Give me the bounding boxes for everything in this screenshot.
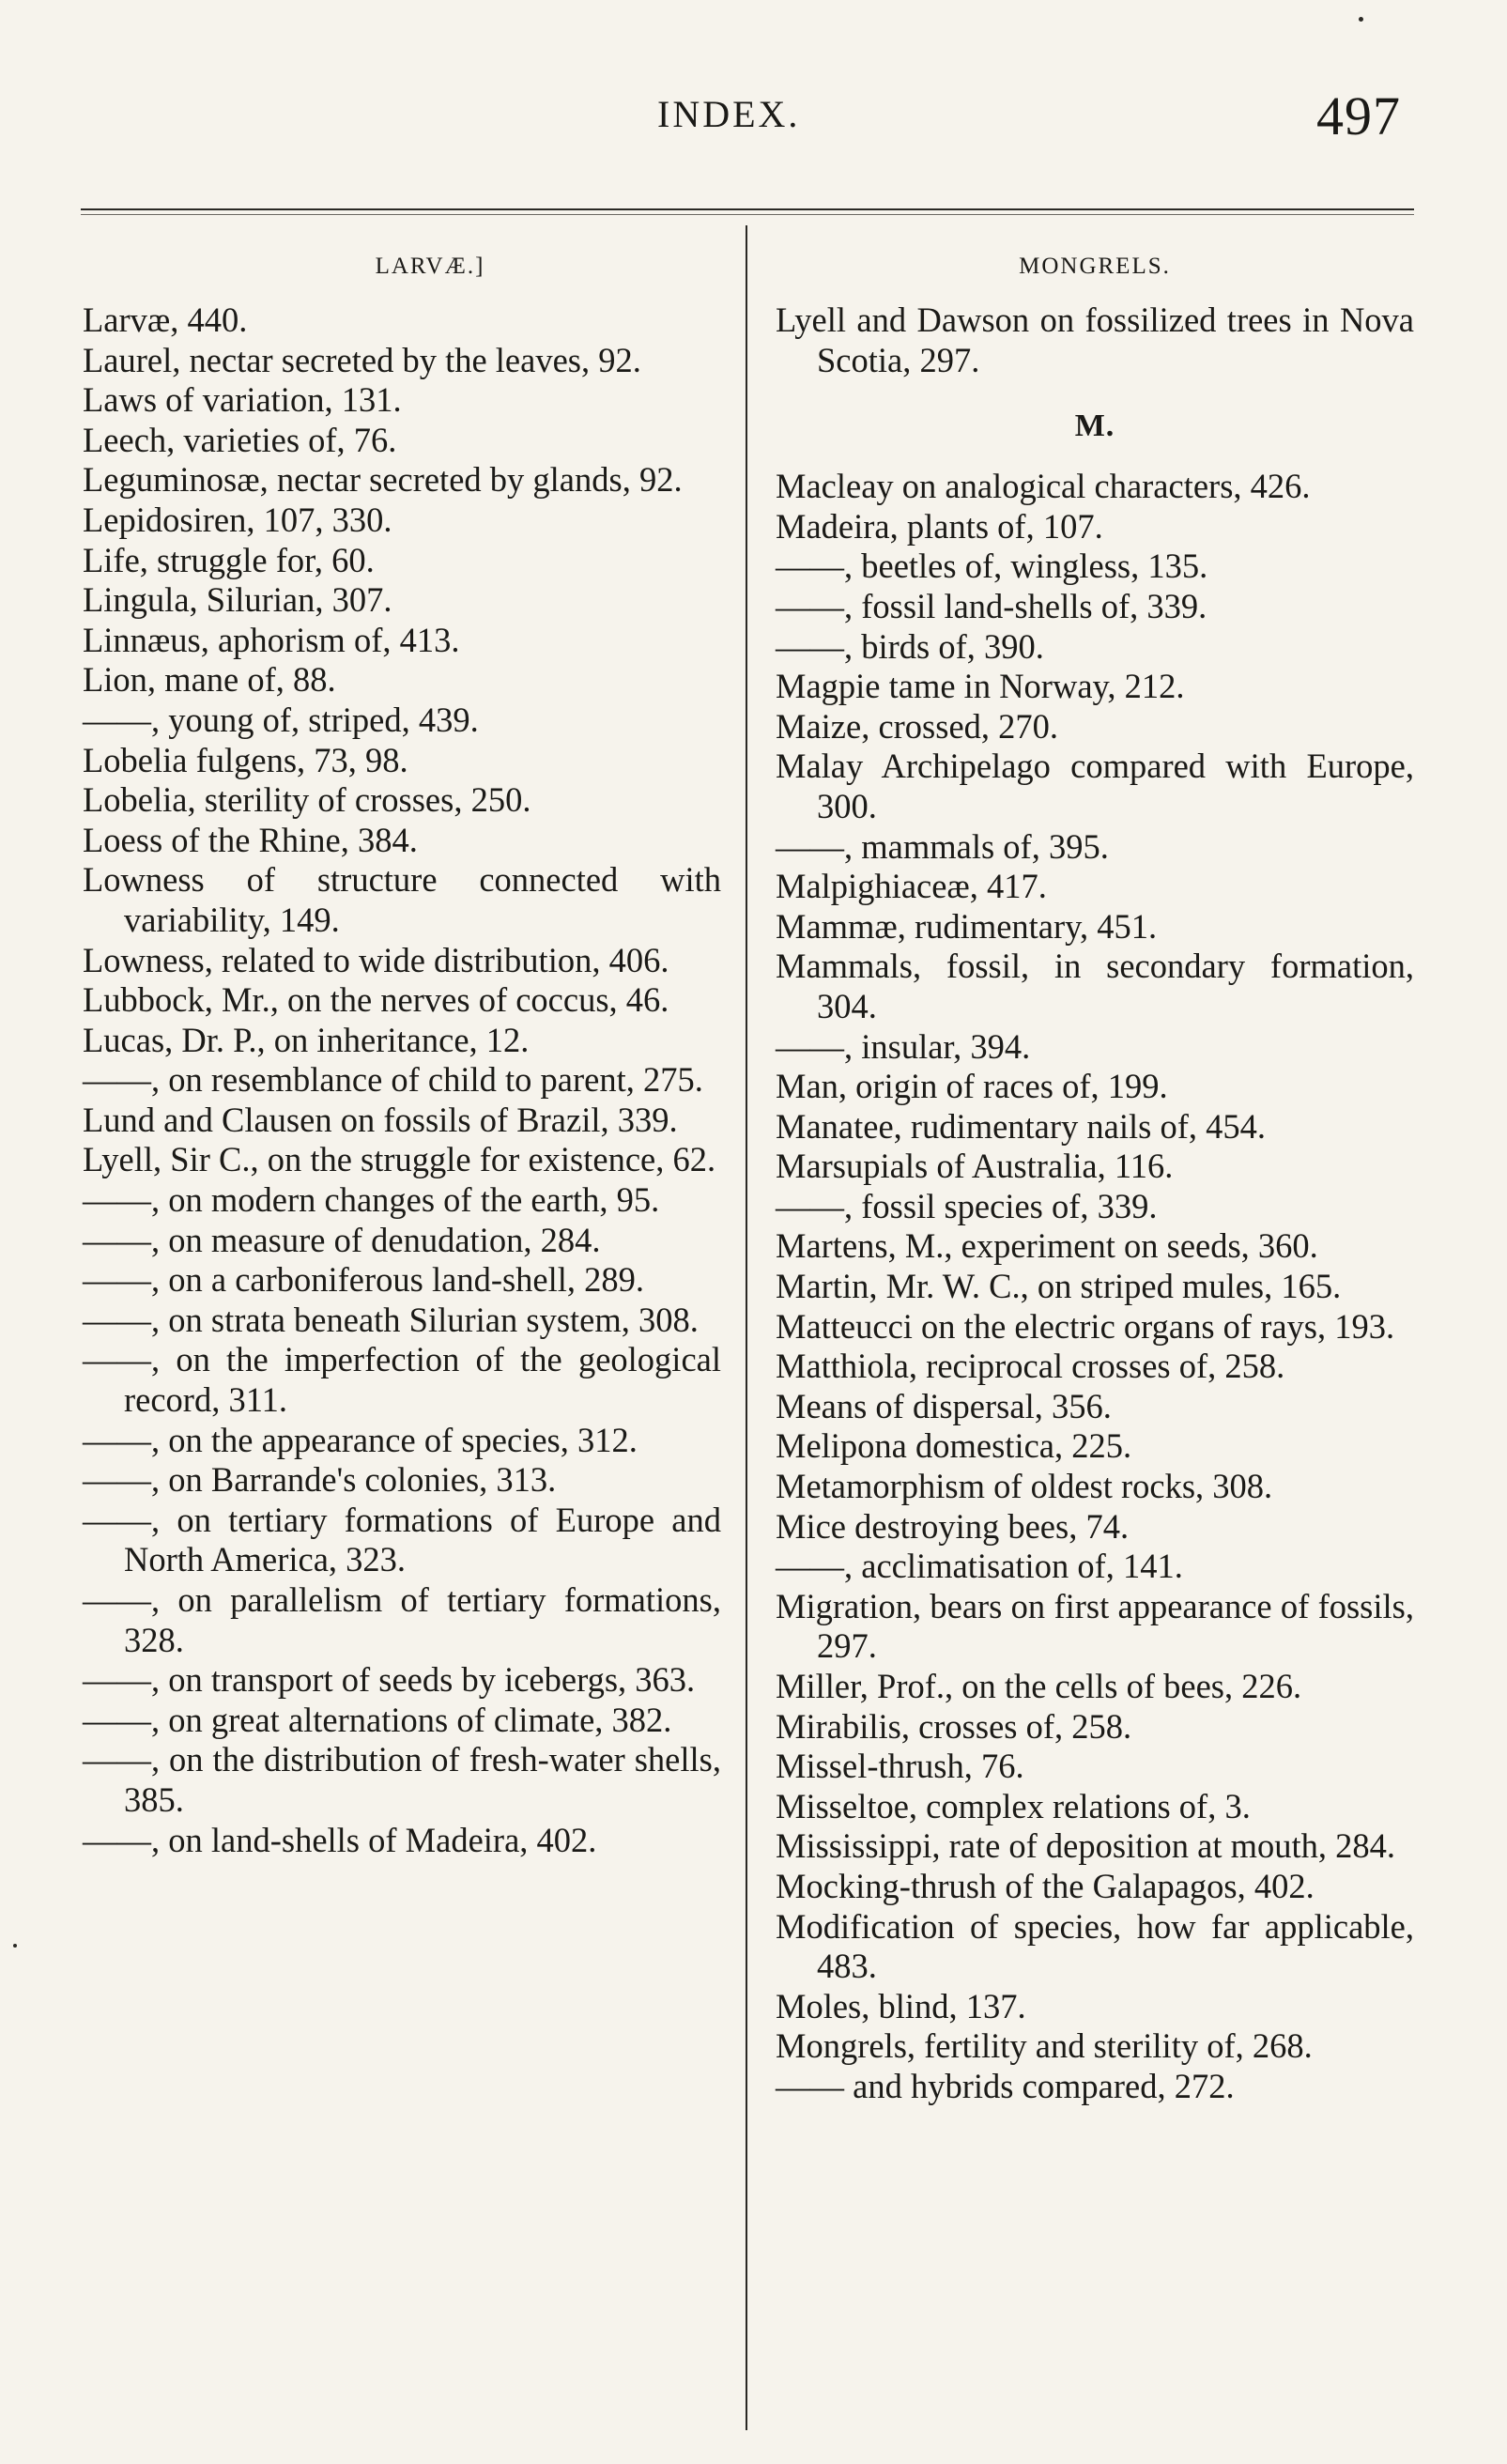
index-entry: Lepidosiren, 107, 330. xyxy=(83,500,392,539)
index-entry: Lyell, Sir C., on the struggle for existence, 62. xyxy=(83,1140,716,1179)
index-entry: ——, on strata beneath Silurian system, 308. xyxy=(83,1300,699,1339)
index-entry: ——, fossil land-shells of, 339. xyxy=(776,586,1207,625)
index-entry: ——, on resemblance of child to parent, 275. xyxy=(83,1060,703,1100)
header-rule xyxy=(81,208,1414,210)
index-entry: Loess of the Rhine, 384. xyxy=(83,820,418,859)
index-entry: Marsupials of Australia, 116. xyxy=(776,1147,1174,1186)
index-entry: ——, on modern changes of the earth, 95. xyxy=(83,1180,660,1220)
left-column xyxy=(83,233,721,1860)
right-column xyxy=(776,233,1414,2107)
index-entry: Lion, mane of, 88. xyxy=(83,660,336,700)
index-entry: ——, on tertiary formations of Europe and North America, 323. xyxy=(83,1500,721,1579)
right-index-entries-before-section xyxy=(776,300,1414,380)
left-index-entries xyxy=(83,300,721,1860)
index-entry: Leguminosæ, nectar secreted by glands, 92. xyxy=(83,460,683,500)
index-entry: Manatee, rudimentary nails of, 454. xyxy=(776,1106,1266,1146)
index-entry: Martens, M., experiment on seeds, 360. xyxy=(776,1226,1318,1266)
index-entry: Means of dispersal, 356. xyxy=(776,1386,1112,1425)
index-entry: Malay Archipelago compared with Europe, 300. xyxy=(776,747,1414,825)
page-number: 497 xyxy=(1316,85,1401,146)
index-entry: ——, acclimatisation of, 141. xyxy=(776,1547,1183,1586)
index-entry: ——, on the distribution of fresh-water shells, 385. xyxy=(83,1740,721,1819)
index-entry: Modification of species, how far applicable, 483. xyxy=(776,1906,1414,1986)
index-entry: Malpighiaceæ, 417. xyxy=(776,867,1047,906)
index-entry: Lund and Clausen on fossils of Brazil, 339. xyxy=(83,1100,678,1139)
index-entry: Misseltoe, complex relations of, 3. xyxy=(776,1786,1251,1825)
index-entry: Moles, blind, 137. xyxy=(776,1986,1026,2025)
index-entry: Melipona domestica, 225. xyxy=(776,1426,1132,1466)
index-entry: Mammals, fossil, in secondary formation, 304. xyxy=(776,947,1414,1025)
index-entry: Maize, crossed, 270. xyxy=(776,706,1059,746)
index-entry: Martin, Mr. W. C., on striped mules, 165. xyxy=(776,1267,1342,1306)
index-entry: Lowness, related to wide distribution, 406. xyxy=(83,940,669,979)
index-entry: Laws of variation, 131. xyxy=(83,380,402,420)
index-entry: Matteucci on the electric organs of rays, 193. xyxy=(776,1306,1395,1346)
index-entry: Magpie tame in Norway, 212. xyxy=(776,667,1185,706)
index-entry: Matthiola, reciprocal crosses of, 258. xyxy=(776,1347,1285,1386)
index-entry: ——, on measure of denudation, 284. xyxy=(83,1220,601,1259)
index-entry: ——, beetles of, wingless, 135. xyxy=(776,547,1208,586)
index-entry: ——, on the imperfection of the geological record, 311. xyxy=(83,1340,721,1420)
running-head-title: INDEX. xyxy=(657,93,801,135)
index-entry: Life, struggle for, 60. xyxy=(83,540,375,579)
index-entry: —— and hybrids compared, 272. xyxy=(776,2066,1235,2105)
section-letter: M. xyxy=(1074,408,1115,444)
column-divider xyxy=(746,225,747,2430)
index-entry: Lowness of structure connected with variability, 149. xyxy=(83,860,721,939)
index-entry: Metamorphism of oldest rocks, 308. xyxy=(776,1467,1273,1506)
index-entry: Leech, varieties of, 76. xyxy=(83,420,397,459)
index-entry: ——, on transport of seeds by icebergs, 363. xyxy=(83,1660,696,1700)
index-entry: Macleay on analogical characters, 426. xyxy=(776,467,1311,506)
index-entry: Lobelia, sterility of crosses, 250. xyxy=(83,780,531,820)
left-catchword: LARVÆ.] xyxy=(375,254,485,279)
index-entry: ——, on a carboniferous land-shell, 289. xyxy=(83,1260,645,1300)
index-entry: Madeira, plants of, 107. xyxy=(776,506,1103,546)
index-entry: ——, on great alternations of climate, 382. xyxy=(83,1700,672,1739)
index-entry: ——, fossil species of, 339. xyxy=(776,1186,1158,1225)
index-entry: Mice destroying bees, 74. xyxy=(776,1506,1130,1546)
index-entry: Lobelia fulgens, 73, 98. xyxy=(83,740,408,779)
index-entry: Linnæus, aphorism of, 413. xyxy=(83,620,460,659)
index-entry: ——, young of, striped, 439. xyxy=(83,700,479,739)
index-entry: ——, on the appearance of species, 312. xyxy=(83,1420,638,1459)
index-entry: Lyell and Dawson on fossilized trees in Nova Scotia, 297. xyxy=(776,300,1414,379)
index-entry: Missel-thrush, 76. xyxy=(776,1747,1024,1786)
index-entry: Larvæ, 440. xyxy=(83,300,248,339)
index-entry: Mammæ, rudimentary, 451. xyxy=(776,906,1158,946)
ink-speck xyxy=(1359,17,1363,22)
index-entry: ——, on parallelism of tertiary formations, 328. xyxy=(83,1580,721,1659)
index-entry: Mocking-thrush of the Galapagos, 402. xyxy=(776,1866,1315,1905)
index-entry: ——, birds of, 390. xyxy=(776,626,1044,666)
index-entry: ——, insular, 394. xyxy=(776,1026,1031,1066)
index-entry: ——, on Barrande's colonies, 313. xyxy=(83,1460,557,1500)
header-rule-thin xyxy=(81,214,1414,215)
index-entry: Man, origin of races of, 199. xyxy=(776,1067,1168,1106)
index-entry: Mongrels, fertility and sterility of, 268. xyxy=(776,2026,1313,2066)
right-index-entries xyxy=(776,467,1414,2106)
index-entry: Migration, bears on first appearance of fossils, 297. xyxy=(776,1586,1414,1666)
ink-speck xyxy=(13,1944,17,1948)
index-entry: Mississippi, rate of deposition at mouth, 284. xyxy=(776,1826,1396,1866)
index-entry: ——, mammals of, 395. xyxy=(776,826,1109,866)
index-entry: Mirabilis, crosses of, 258. xyxy=(776,1706,1132,1746)
right-catchword: MONGRELS. xyxy=(1019,254,1171,279)
index-entry: Lingula, Silurian, 307. xyxy=(83,580,392,620)
index-entry: Lubbock, Mr., on the nerves of coccus, 46. xyxy=(83,980,669,1020)
index-entry: Laurel, nectar secreted by the leaves, 92. xyxy=(83,340,641,379)
index-entry: ——, on land-shells of Madeira, 402. xyxy=(83,1820,597,1859)
index-entry: Miller, Prof., on the cells of bees, 226. xyxy=(776,1667,1302,1705)
index-entry: Lucas, Dr. P., on inheritance, 12. xyxy=(83,1020,530,1059)
